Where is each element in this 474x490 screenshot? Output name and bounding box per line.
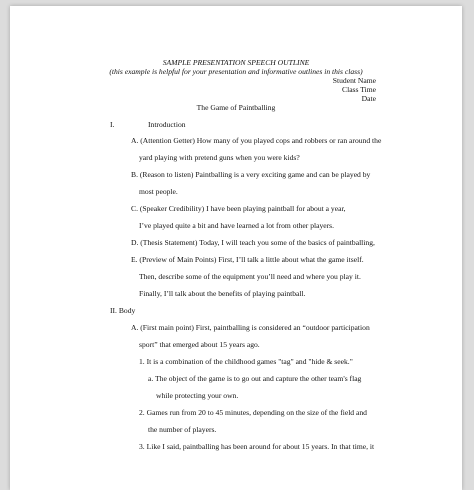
- class-time: Class Time: [342, 85, 376, 94]
- intro-line: Finally, I’ll talk about the benefits of playing paintball.: [139, 289, 306, 298]
- intro-line: E. (Preview of Main Points) First, I’ll talk a little about what the game itself.: [131, 255, 364, 264]
- speech-title: The Game of Paintballing: [196, 103, 276, 112]
- section-2-heading: II. Body: [110, 306, 136, 315]
- section-1-heading: Introduction: [148, 120, 186, 129]
- document-page: [10, 6, 462, 490]
- body-line: 1. It is a combination of the childhood games "tag" and "hide & seek.": [139, 357, 353, 366]
- section-1-numeral: I.: [110, 120, 115, 129]
- body-line: the number of players.: [148, 425, 217, 434]
- student-name: Student Name: [332, 76, 376, 85]
- intro-line: yard playing with pretend guns when you were kids?: [139, 153, 300, 162]
- intro-line: C. (Speaker Credibility) I have been playing paintball for about a year,: [131, 204, 346, 213]
- body-line: 3. Like I said, paintballing has been around for about 15 years. In that time, it: [139, 442, 375, 451]
- body-line: 2. Games run from 20 to 45 minutes, depending on the size of the field and: [139, 408, 367, 417]
- intro-line: B. (Reason to listen) Paintballing is a very exciting game and can be played by: [131, 170, 371, 179]
- intro-line: I’ve played quite a bit and have learned a lot from other players.: [139, 221, 335, 230]
- outline-subtitle: (this example is helpful for your presentation and informative outlines in this class): [109, 67, 363, 76]
- intro-line: Then, describe some of the equipment you’ll need and where you play it.: [139, 272, 361, 281]
- date: Date: [361, 94, 376, 103]
- body-line: sport” that emerged about 15 years ago.: [139, 340, 260, 349]
- intro-line: most people.: [139, 187, 178, 196]
- body-line: a. The object of the game is to go out and capture the other team's flag: [148, 374, 362, 383]
- body-line: A. (First main point) First, paintballing is considered an “outdoor participation: [131, 323, 370, 332]
- intro-line: A. (Attention Getter) How many of you played cops and robbers or ran around the: [131, 136, 382, 145]
- body-line: while protecting your own.: [156, 391, 239, 400]
- intro-line: D. (Thesis Statement) Today, I will teach you some of the basics of paintballing,: [131, 238, 375, 247]
- outline-title: SAMPLE PRESENTATION SPEECH OUTLINE: [162, 58, 310, 67]
